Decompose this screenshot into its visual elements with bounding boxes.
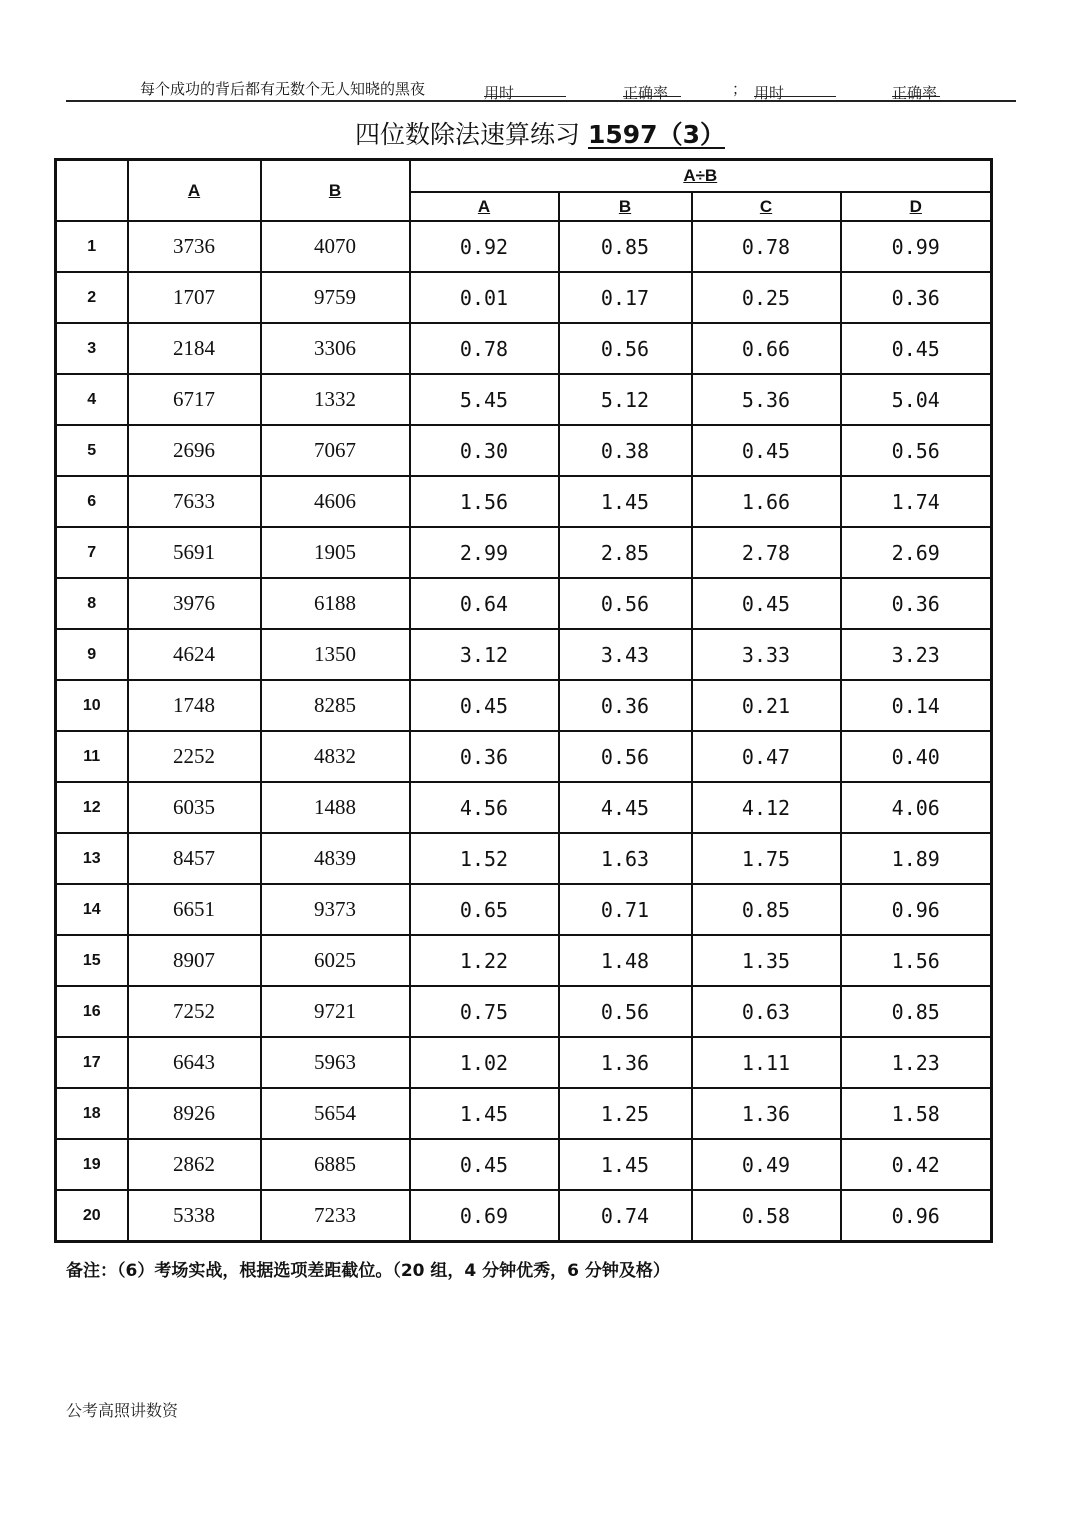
option-d-value: 0.42 — [841, 1139, 992, 1190]
row-number: 10 — [56, 680, 128, 731]
dividend-a: 1748 — [128, 680, 261, 731]
row-number: 4 — [56, 374, 128, 425]
dividend-a: 7252 — [128, 986, 261, 1037]
option-c-value: 0.25 — [692, 272, 841, 323]
dividend-a: 6651 — [128, 884, 261, 935]
row-number: 11 — [56, 731, 128, 782]
option-a-value: 0.01 — [410, 272, 559, 323]
dividend-a: 2696 — [128, 425, 261, 476]
row-number: 1 — [56, 221, 128, 272]
table-row — [56, 833, 992, 884]
option-a-value: 0.78 — [410, 323, 559, 374]
accuracy-label-1: 正确率 — [623, 84, 669, 102]
division-group-header: A÷B — [410, 160, 992, 193]
divisor-b: 4832 — [261, 731, 410, 782]
option-b-value: 0.38 — [559, 425, 692, 476]
option-a-value: 2.99 — [410, 527, 559, 578]
dividend-a: 8907 — [128, 935, 261, 986]
option-b-value: 1.25 — [559, 1088, 692, 1139]
table-row — [56, 578, 992, 629]
option-d-value: 0.85 — [841, 986, 992, 1037]
option-a-value: 0.36 — [410, 731, 559, 782]
option-b-value: 0.56 — [559, 323, 692, 374]
accuracy-label-2: 正确率 — [892, 84, 938, 102]
option-d-value: 1.74 — [841, 476, 992, 527]
divisor-b: 7233 — [261, 1190, 410, 1242]
page-header — [66, 74, 1016, 102]
option-b-value: 3.43 — [559, 629, 692, 680]
option-b-value: 0.56 — [559, 578, 692, 629]
option-c-value: 0.78 — [692, 221, 841, 272]
time-blank-2[interactable] — [754, 82, 836, 97]
option-a-value: 1.52 — [410, 833, 559, 884]
option-b-value: 0.56 — [559, 986, 692, 1037]
practice-table — [54, 158, 993, 1243]
option-c-value: 1.66 — [692, 476, 841, 527]
option-d-value: 5.04 — [841, 374, 992, 425]
option-b-value: 1.45 — [559, 1139, 692, 1190]
table-row — [56, 374, 992, 425]
option-c-value: 1.35 — [692, 935, 841, 986]
row-number: 5 — [56, 425, 128, 476]
divisor-b: 7067 — [261, 425, 410, 476]
option-c-value: 2.78 — [692, 527, 841, 578]
row-number: 17 — [56, 1037, 128, 1088]
divisor-b: 6885 — [261, 1139, 410, 1190]
row-number: 12 — [56, 782, 128, 833]
dividend-a: 4624 — [128, 629, 261, 680]
option-b-value: 0.74 — [559, 1190, 692, 1242]
option-d-value: 0.40 — [841, 731, 992, 782]
table-row — [56, 935, 992, 986]
title-text: 四位数除法速算练习 — [355, 120, 581, 149]
row-number: 13 — [56, 833, 128, 884]
separator: ； — [732, 80, 748, 98]
time-blank-1[interactable] — [484, 82, 566, 97]
dividend-a: 2252 — [128, 731, 261, 782]
option-d-value: 2.69 — [841, 527, 992, 578]
header-row-1 — [56, 160, 992, 193]
table-row — [56, 323, 992, 374]
option-d-value: 0.14 — [841, 680, 992, 731]
table-row — [56, 1037, 992, 1088]
option-c-value: 0.85 — [692, 884, 841, 935]
accuracy-blank-2[interactable] — [892, 82, 940, 97]
option-b-value: 4.45 — [559, 782, 692, 833]
divisor-b: 9759 — [261, 272, 410, 323]
column-b-header: B — [261, 160, 410, 222]
remark-note: 备注：（6）考场实战，根据选项差距截位。（20 组，4 分钟优秀，6 分钟及格） — [66, 1261, 670, 1281]
option-d-value: 4.06 — [841, 782, 992, 833]
row-number: 3 — [56, 323, 128, 374]
row-number: 15 — [56, 935, 128, 986]
dividend-a: 7633 — [128, 476, 261, 527]
divisor-b: 5963 — [261, 1037, 410, 1088]
option-c-value: 1.36 — [692, 1088, 841, 1139]
option-d-value: 1.58 — [841, 1088, 992, 1139]
option-d-value: 1.89 — [841, 833, 992, 884]
table-row — [56, 476, 992, 527]
row-number: 6 — [56, 476, 128, 527]
dividend-a: 5338 — [128, 1190, 261, 1242]
option-a-value: 1.02 — [410, 1037, 559, 1088]
option-d-value: 0.96 — [841, 1190, 992, 1242]
divisor-b: 1488 — [261, 782, 410, 833]
page-title — [0, 115, 1080, 151]
option-a-value: 1.22 — [410, 935, 559, 986]
table-body — [56, 221, 992, 1242]
option-c-value: 0.21 — [692, 680, 841, 731]
table-row — [56, 221, 992, 272]
row-number: 8 — [56, 578, 128, 629]
accuracy-blank-1[interactable] — [623, 82, 681, 97]
option-a-value: 0.65 — [410, 884, 559, 935]
dividend-a: 3736 — [128, 221, 261, 272]
dividend-a: 6035 — [128, 782, 261, 833]
option-a-value: 3.12 — [410, 629, 559, 680]
table-row — [56, 986, 992, 1037]
table-row — [56, 425, 992, 476]
motto: 每个成功的背后都有无数个无人知晓的黑夜 — [140, 80, 426, 98]
option-a-value: 0.69 — [410, 1190, 559, 1242]
divisor-b: 4839 — [261, 833, 410, 884]
divisor-b: 4606 — [261, 476, 410, 527]
option-c-value: 0.45 — [692, 425, 841, 476]
divisor-b: 1350 — [261, 629, 410, 680]
option-b-value: 0.71 — [559, 884, 692, 935]
option-d-value: 0.96 — [841, 884, 992, 935]
option-c-value: 0.49 — [692, 1139, 841, 1190]
option-c-value: 0.47 — [692, 731, 841, 782]
divisor-b: 6188 — [261, 578, 410, 629]
table-row — [56, 884, 992, 935]
title-number: 1597（3） — [587, 120, 725, 149]
option-a-value: 1.45 — [410, 1088, 559, 1139]
option-a-value: 0.75 — [410, 986, 559, 1037]
table-row — [56, 1139, 992, 1190]
dividend-a: 6643 — [128, 1037, 261, 1088]
dividend-a: 5691 — [128, 527, 261, 578]
dividend-a: 8457 — [128, 833, 261, 884]
option-d-value: 0.36 — [841, 272, 992, 323]
divisor-b: 3306 — [261, 323, 410, 374]
dividend-a: 2184 — [128, 323, 261, 374]
dividend-a: 8926 — [128, 1088, 261, 1139]
option-b-value: 1.36 — [559, 1037, 692, 1088]
option-b-value: 2.85 — [559, 527, 692, 578]
option-a-value: 5.45 — [410, 374, 559, 425]
table-row — [56, 1190, 992, 1242]
option-b-value: 1.63 — [559, 833, 692, 884]
option-d-value: 0.56 — [841, 425, 992, 476]
option-d-value: 3.23 — [841, 629, 992, 680]
option-c-value: 0.63 — [692, 986, 841, 1037]
divisor-b: 8285 — [261, 680, 410, 731]
option-c-value: 3.33 — [692, 629, 841, 680]
option-c-value: 4.12 — [692, 782, 841, 833]
divisor-b: 1905 — [261, 527, 410, 578]
option-b-value: 0.85 — [559, 221, 692, 272]
dividend-a: 3976 — [128, 578, 261, 629]
dividend-a: 2862 — [128, 1139, 261, 1190]
option-d-value: 0.36 — [841, 578, 992, 629]
option-b-value: 0.56 — [559, 731, 692, 782]
option-d-value: 0.45 — [841, 323, 992, 374]
option-b-value: 5.12 — [559, 374, 692, 425]
option-d-value: 1.56 — [841, 935, 992, 986]
dividend-a: 1707 — [128, 272, 261, 323]
option-a-value: 4.56 — [410, 782, 559, 833]
option-c-value: 5.36 — [692, 374, 841, 425]
option-b-value: 0.36 — [559, 680, 692, 731]
option-d-value: 1.23 — [841, 1037, 992, 1088]
divisor-b: 4070 — [261, 221, 410, 272]
index-header — [56, 160, 128, 222]
option-c-value: 0.45 — [692, 578, 841, 629]
option-b-value: 1.48 — [559, 935, 692, 986]
option-a-value: 0.92 — [410, 221, 559, 272]
dividend-a: 6717 — [128, 374, 261, 425]
divisor-b: 5654 — [261, 1088, 410, 1139]
option-a-value: 0.30 — [410, 425, 559, 476]
row-number: 19 — [56, 1139, 128, 1190]
option-c-value: 1.75 — [692, 833, 841, 884]
row-number: 20 — [56, 1190, 128, 1242]
table-row — [56, 731, 992, 782]
option-a-value: 0.64 — [410, 578, 559, 629]
time-label-1: 用时 — [484, 84, 515, 102]
row-number: 14 — [56, 884, 128, 935]
row-number: 9 — [56, 629, 128, 680]
option-d-value: 0.99 — [841, 221, 992, 272]
divisor-b: 6025 — [261, 935, 410, 986]
time-label-2: 用时 — [754, 84, 785, 102]
footer-text: 公考高照讲数资 — [66, 1401, 179, 1420]
option-c-header: C — [692, 192, 841, 221]
table-row — [56, 629, 992, 680]
row-number: 2 — [56, 272, 128, 323]
table-row — [56, 680, 992, 731]
option-b-value: 0.17 — [559, 272, 692, 323]
table-row — [56, 782, 992, 833]
option-b-value: 1.45 — [559, 476, 692, 527]
table-row — [56, 527, 992, 578]
row-number: 16 — [56, 986, 128, 1037]
option-a-value: 1.56 — [410, 476, 559, 527]
option-c-value: 0.66 — [692, 323, 841, 374]
column-a-header: A — [128, 160, 261, 222]
divisor-b: 9721 — [261, 986, 410, 1037]
table-row — [56, 272, 992, 323]
option-a-value: 0.45 — [410, 1139, 559, 1190]
option-d-header: D — [841, 192, 992, 221]
option-a-value: 0.45 — [410, 680, 559, 731]
table-row — [56, 1088, 992, 1139]
divisor-b: 9373 — [261, 884, 410, 935]
option-a-header: A — [410, 192, 559, 221]
option-c-value: 1.11 — [692, 1037, 841, 1088]
divisor-b: 1332 — [261, 374, 410, 425]
option-c-value: 0.58 — [692, 1190, 841, 1242]
row-number: 7 — [56, 527, 128, 578]
option-b-header: B — [559, 192, 692, 221]
row-number: 18 — [56, 1088, 128, 1139]
